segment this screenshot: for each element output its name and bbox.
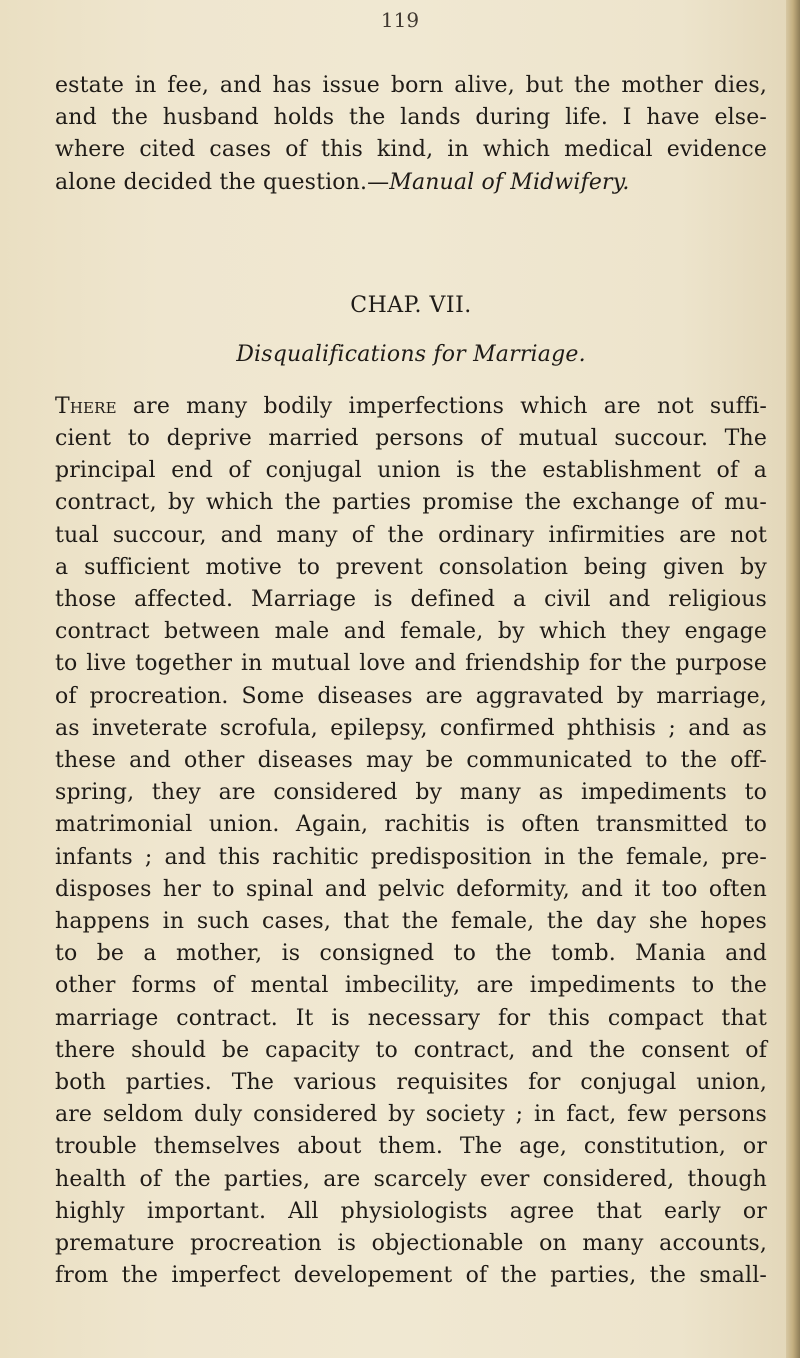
text-line: contract between male and female, by which they engage <box>55 619 767 645</box>
text-line: these and other diseases may be communicated to the off- <box>55 748 767 774</box>
text-line: happens in such cases, that the female, the day she hopes <box>55 909 767 935</box>
text-line: and the husband holds the lands during life. I have else- <box>55 105 767 131</box>
text-line: contract, by which the parties promise the exchange of mu- <box>55 490 767 516</box>
text-line: disposes her to spinal and pelvic deformity, and it too often <box>55 876 767 902</box>
text-line: both parties. The various requisites for conjugal union, <box>55 1070 767 1096</box>
text-line: marriage contract. It is necessary for this compact that <box>55 1005 767 1031</box>
text-line: tual succour, and many of the ordinary infirmities are not <box>55 522 767 548</box>
text-line: to live together in mutual love and friendship for the purpose <box>55 651 767 677</box>
text-line: are seldom duly considered by society ; in fact, few persons <box>55 1102 767 1128</box>
opening-paragraph <box>55 70 767 199</box>
chapter-title: CHAP. VII. <box>350 292 472 318</box>
page-content <box>55 70 767 1293</box>
text-line: where cited cases of this kind, in which medical evidence <box>55 137 767 163</box>
text-line: infants ; and this rachitic predisposition in the female, pre- <box>55 844 767 870</box>
text-line: principal end of conjugal union is the establishment of a <box>55 458 767 484</box>
text-line: premature procreation is objectionable on many accounts, <box>55 1231 767 1257</box>
text-line: of procreation. Some diseases are aggravated by marriage, <box>55 683 767 709</box>
text-line: from the imperfect developement of the parties, the small- <box>55 1263 767 1289</box>
text-line: spring, they are considered by many as impediments to <box>55 780 767 806</box>
text-fragment: are many bodily imperfections which are not suffi- <box>116 393 767 419</box>
body-paragraph <box>55 391 767 1293</box>
text-line: matrimonial union. Again, rachitis is often transmitted to <box>55 812 767 838</box>
page-number: 119 <box>380 8 420 32</box>
text-line <box>55 167 767 199</box>
text-line: those affected. Marriage is defined a civil and religious <box>55 587 767 613</box>
drop-word: There <box>55 393 117 419</box>
text-line: health of the parties, are scarcely ever considered, though <box>55 1166 767 1192</box>
citation: Manual of Midwifery. <box>389 169 630 195</box>
text-line <box>55 391 767 423</box>
text-line: highly important. All physiologists agree that early or <box>55 1198 767 1224</box>
text-line: other forms of mental imbecility, are impediments to the <box>55 973 767 999</box>
text-line: trouble themselves about them. The age, constitution, or <box>55 1134 767 1160</box>
text-fragment: alone decided the question.— <box>55 169 390 195</box>
text-line: as inveterate scrofula, epilepsy, confirmed phthisis ; and as <box>55 715 767 741</box>
text-line: to be a mother, is consigned to the tomb. Mania and <box>55 941 767 967</box>
chapter-subtitle: Disqualifications for Marriage. <box>236 341 586 367</box>
text-line: cient to deprive married persons of mutual succour. The <box>55 426 767 452</box>
text-line: a sufficient motive to prevent consolation being given by <box>55 554 767 580</box>
text-line: there should be capacity to contract, and the consent of <box>55 1037 767 1063</box>
page-edge-shadow <box>786 0 800 1358</box>
text-line: estate in fee, and has issue born alive, but the mother dies, <box>55 73 767 98</box>
